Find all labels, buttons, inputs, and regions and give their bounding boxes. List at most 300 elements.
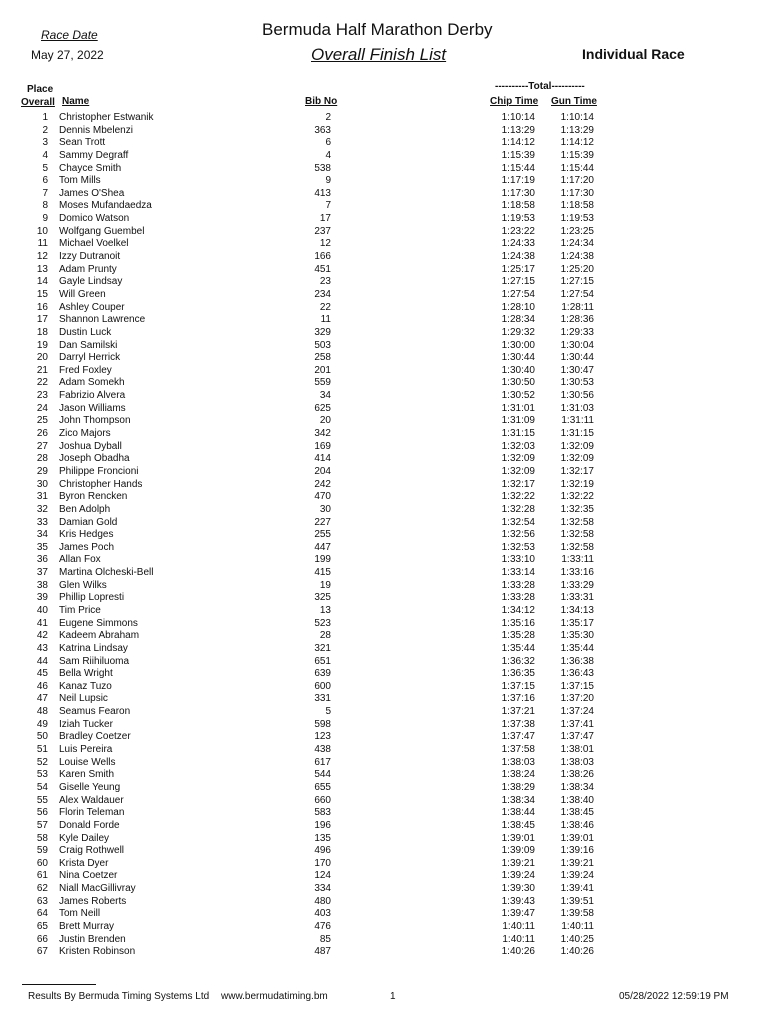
gun-time-cell: 1:38:34 xyxy=(560,781,594,793)
name-cell: Donald Forde xyxy=(59,819,120,831)
table-row xyxy=(0,795,768,808)
name-cell: Tom Neill xyxy=(59,908,101,920)
name-cell: Nina Coetzer xyxy=(59,870,118,882)
chip-time-cell: 1:30:44 xyxy=(501,352,535,364)
gun-time-cell: 1:37:41 xyxy=(560,718,594,730)
gun-time-cell: 1:37:15 xyxy=(560,680,594,692)
race-date: May 27, 2022 xyxy=(31,48,104,62)
bib-cell: 4 xyxy=(325,149,331,161)
column-header-gun-time: Gun Time xyxy=(551,96,597,107)
chip-time-cell: 1:32:17 xyxy=(501,478,535,490)
table-row xyxy=(0,908,768,921)
name-cell: Michael Voelkel xyxy=(59,238,129,250)
name-cell: Dustin Luck xyxy=(59,326,112,338)
table-row xyxy=(0,264,768,277)
place-cell: 53 xyxy=(36,769,48,781)
bib-cell: 414 xyxy=(314,453,331,465)
name-cell: Gayle Lindsay xyxy=(59,276,123,288)
table-row xyxy=(0,200,768,213)
place-cell: 29 xyxy=(36,465,48,477)
gun-time-cell: 1:38:03 xyxy=(560,756,594,768)
gun-time-cell: 1:28:36 xyxy=(560,314,594,326)
name-cell: Adam Somekh xyxy=(59,377,125,389)
gun-time-cell: 1:32:09 xyxy=(560,440,594,452)
bib-cell: 476 xyxy=(314,921,331,932)
name-cell: Christopher Hands xyxy=(59,478,143,490)
table-row xyxy=(0,845,768,858)
chip-time-cell: 1:24:38 xyxy=(501,251,535,263)
place-cell: 64 xyxy=(36,908,48,920)
table-row xyxy=(0,428,768,441)
gun-time-cell: 1:35:17 xyxy=(560,617,594,629)
name-cell: Seamus Fearon xyxy=(59,706,131,718)
chip-time-cell: 1:35:44 xyxy=(501,642,535,654)
gun-time-cell: 1:30:53 xyxy=(560,377,594,389)
table-row xyxy=(0,340,768,353)
place-cell: 10 xyxy=(36,225,48,237)
place-cell: 23 xyxy=(36,390,48,402)
gun-time-cell: 1:37:20 xyxy=(560,693,594,705)
gun-time-cell: 1:36:38 xyxy=(560,655,594,667)
chip-time-cell: 1:37:15 xyxy=(501,680,535,692)
page-title: Bermuda Half Marathon Derby xyxy=(262,20,493,39)
chip-time-cell: 1:36:32 xyxy=(501,655,535,667)
chip-time-cell: 1:27:54 xyxy=(501,288,535,300)
place-cell: 37 xyxy=(36,567,48,579)
chip-time-cell: 1:23:22 xyxy=(501,225,535,237)
name-cell: Allan Fox xyxy=(59,554,101,566)
table-row xyxy=(0,744,768,757)
name-cell: Joseph Obadha xyxy=(59,453,130,465)
chip-time-cell: 1:31:09 xyxy=(501,415,535,427)
bib-cell: 7 xyxy=(325,200,331,212)
name-cell: Krista Dyer xyxy=(59,857,109,869)
name-cell: Louise Wells xyxy=(59,756,116,768)
gun-time-cell: 1:37:24 xyxy=(560,706,594,718)
gun-time-cell: 1:23:25 xyxy=(560,225,594,237)
table-row xyxy=(0,466,768,479)
name-cell: John Thompson xyxy=(59,415,131,427)
gun-time-cell: 1:30:47 xyxy=(560,364,594,376)
place-cell: 20 xyxy=(36,352,48,364)
place-cell: 32 xyxy=(36,503,48,515)
gun-time-cell: 1:10:14 xyxy=(560,112,594,123)
place-cell: 3 xyxy=(42,137,48,149)
gun-time-cell: 1:27:15 xyxy=(560,276,594,288)
chip-time-cell: 1:33:28 xyxy=(501,579,535,591)
table-row xyxy=(0,833,768,846)
bib-cell: 523 xyxy=(314,617,331,629)
table-row xyxy=(0,769,768,782)
gun-time-cell: 1:25:20 xyxy=(560,263,594,275)
table-row xyxy=(0,731,768,744)
name-cell: Tom Mills xyxy=(59,175,101,187)
table-row xyxy=(0,238,768,251)
chip-time-cell: 1:39:09 xyxy=(501,845,535,857)
chip-time-cell: 1:39:01 xyxy=(501,832,535,844)
name-cell: Eugene Simmons xyxy=(59,617,138,629)
table-row xyxy=(0,706,768,719)
gun-time-cell: 1:15:44 xyxy=(560,162,594,174)
chip-time-cell: 1:35:16 xyxy=(501,617,535,629)
bib-cell: 451 xyxy=(314,263,331,275)
bib-cell: 234 xyxy=(314,288,331,300)
chip-time-cell: 1:33:28 xyxy=(501,592,535,604)
name-cell: Darryl Herrick xyxy=(59,352,121,364)
name-cell: Bradley Coetzer xyxy=(59,731,131,743)
chip-time-cell: 1:32:28 xyxy=(501,503,535,515)
table-row xyxy=(0,213,768,226)
name-cell: Niall MacGillivray xyxy=(59,883,136,895)
chip-time-cell: 1:39:30 xyxy=(501,883,535,895)
place-cell: 14 xyxy=(36,276,48,288)
place-cell: 38 xyxy=(36,579,48,591)
name-cell: Fred Foxley xyxy=(59,364,112,376)
name-cell: Brett Murray xyxy=(59,921,115,932)
place-cell: 16 xyxy=(36,301,48,313)
gun-time-cell: 1:24:34 xyxy=(560,238,594,250)
table-row xyxy=(0,934,768,947)
bib-cell: 321 xyxy=(314,642,331,654)
chip-time-cell: 1:38:34 xyxy=(501,794,535,806)
bib-cell: 413 xyxy=(314,187,331,199)
chip-time-cell: 1:36:35 xyxy=(501,668,535,680)
footer-url: www.bermudatiming.bm xyxy=(221,991,328,1002)
bib-cell: 538 xyxy=(314,162,331,174)
bib-cell: 135 xyxy=(314,832,331,844)
name-cell: Dennis Mbelenzi xyxy=(59,124,133,136)
place-cell: 36 xyxy=(36,554,48,566)
name-cell: Joshua Dyball xyxy=(59,440,122,452)
place-cell: 25 xyxy=(36,415,48,427)
place-cell: 4 xyxy=(42,149,48,161)
gun-time-cell: 1:38:26 xyxy=(560,769,594,781)
table-row xyxy=(0,757,768,770)
table-row xyxy=(0,226,768,239)
place-cell: 22 xyxy=(36,377,48,389)
table-row xyxy=(0,896,768,909)
place-cell: 52 xyxy=(36,756,48,768)
place-cell: 35 xyxy=(36,541,48,553)
table-row xyxy=(0,618,768,631)
place-cell: 57 xyxy=(36,819,48,831)
table-row xyxy=(0,314,768,327)
table-row xyxy=(0,504,768,517)
table-row xyxy=(0,479,768,492)
table-row xyxy=(0,112,768,125)
gun-time-cell: 1:39:21 xyxy=(560,857,594,869)
name-cell: James O'Shea xyxy=(59,187,125,199)
table-row xyxy=(0,163,768,176)
place-cell: 62 xyxy=(36,883,48,895)
chip-time-cell: 1:32:22 xyxy=(501,491,535,503)
chip-time-cell: 1:39:43 xyxy=(501,895,535,907)
table-row xyxy=(0,352,768,365)
chip-time-cell: 1:25:17 xyxy=(501,263,535,275)
gun-time-cell: 1:17:30 xyxy=(560,187,594,199)
place-cell: 55 xyxy=(36,794,48,806)
chip-time-cell: 1:27:15 xyxy=(501,276,535,288)
name-cell: Katrina Lindsay xyxy=(59,642,128,654)
bib-cell: 196 xyxy=(314,819,331,831)
bib-cell: 23 xyxy=(319,276,331,288)
name-cell: Karen Smith xyxy=(59,769,115,781)
column-header-overall: Overall xyxy=(21,97,55,108)
name-cell: Florin Teleman xyxy=(59,807,125,819)
bib-cell: 11 xyxy=(320,314,331,326)
bib-cell: 487 xyxy=(314,946,331,958)
table-row xyxy=(0,453,768,466)
table-row xyxy=(0,580,768,593)
bib-cell: 123 xyxy=(314,731,331,743)
chip-time-cell: 1:31:15 xyxy=(501,428,535,440)
chip-time-cell: 1:37:38 xyxy=(501,718,535,730)
gun-time-cell: 1:38:01 xyxy=(560,744,594,756)
gun-time-cell: 1:32:58 xyxy=(560,529,594,541)
gun-time-cell: 1:32:09 xyxy=(560,453,594,465)
bib-cell: 85 xyxy=(319,933,331,945)
chip-time-cell: 1:29:32 xyxy=(501,326,535,338)
name-cell: Giselle Yeung xyxy=(59,781,121,793)
place-cell: 65 xyxy=(36,921,48,932)
chip-time-cell: 1:14:12 xyxy=(501,137,535,149)
chip-time-cell: 1:30:00 xyxy=(501,339,535,351)
chip-time-cell: 1:30:40 xyxy=(501,364,535,376)
gun-time-cell: 1:39:51 xyxy=(560,895,594,907)
table-row xyxy=(0,415,768,428)
gun-time-cell: 1:18:58 xyxy=(560,200,594,212)
place-cell: 40 xyxy=(36,604,48,616)
bib-cell: 544 xyxy=(314,769,331,781)
table-row xyxy=(0,137,768,150)
gun-time-cell: 1:36:43 xyxy=(560,668,594,680)
chip-time-cell: 1:24:33 xyxy=(501,238,535,250)
gun-time-cell: 1:24:38 xyxy=(560,251,594,263)
table-row xyxy=(0,150,768,163)
table-row xyxy=(0,302,768,315)
place-cell: 45 xyxy=(36,668,48,680)
name-cell: Alex Waldauer xyxy=(59,794,124,806)
name-cell: Tim Price xyxy=(59,604,101,616)
name-cell: Moses Mufandaedza xyxy=(59,200,152,212)
place-cell: 56 xyxy=(36,807,48,819)
table-row xyxy=(0,188,768,201)
table-row xyxy=(0,441,768,454)
chip-time-cell: 1:30:50 xyxy=(501,377,535,389)
bib-cell: 583 xyxy=(314,807,331,819)
bib-cell: 503 xyxy=(314,339,331,351)
place-cell: 50 xyxy=(36,731,48,743)
place-cell: 12 xyxy=(36,251,48,263)
bib-cell: 334 xyxy=(314,883,331,895)
name-cell: Wolfgang Guembel xyxy=(59,225,145,237)
name-cell: James Roberts xyxy=(59,895,127,907)
place-cell: 42 xyxy=(36,630,48,642)
chip-time-cell: 1:39:24 xyxy=(501,870,535,882)
chip-time-cell: 1:33:10 xyxy=(501,554,535,566)
table-row xyxy=(0,365,768,378)
place-cell: 24 xyxy=(36,402,48,414)
name-cell: Byron Rencken xyxy=(59,491,128,503)
name-cell: Bella Wright xyxy=(59,668,113,680)
place-cell: 47 xyxy=(36,693,48,705)
footer-results-by: Results By Bermuda Timing Systems Ltd xyxy=(28,991,210,1002)
bib-cell: 2 xyxy=(325,112,331,123)
bib-cell: 342 xyxy=(314,428,331,440)
gun-time-cell: 1:33:29 xyxy=(560,579,594,591)
chip-time-cell: 1:15:39 xyxy=(501,149,535,161)
place-cell: 34 xyxy=(36,529,48,541)
name-cell: Fabrizio Alvera xyxy=(59,390,126,402)
gun-time-cell: 1:32:19 xyxy=(560,478,594,490)
name-cell: Shannon Lawrence xyxy=(59,314,146,326)
table-row xyxy=(0,289,768,302)
place-cell: 66 xyxy=(36,933,48,945)
table-row xyxy=(0,327,768,340)
chip-time-cell: 1:28:34 xyxy=(501,314,535,326)
chip-time-cell: 1:10:14 xyxy=(501,112,535,123)
bib-cell: 329 xyxy=(314,326,331,338)
gun-time-cell: 1:32:58 xyxy=(560,516,594,528)
table-row xyxy=(0,921,768,934)
bib-cell: 496 xyxy=(314,845,331,857)
place-cell: 43 xyxy=(36,642,48,654)
table-row xyxy=(0,870,768,883)
chip-time-cell: 1:32:54 xyxy=(501,516,535,528)
bib-cell: 34 xyxy=(319,390,331,402)
gun-time-cell: 1:31:11 xyxy=(561,415,594,427)
gun-time-cell: 1:13:29 xyxy=(560,124,594,136)
chip-time-cell: 1:32:53 xyxy=(501,541,535,553)
table-row xyxy=(0,605,768,618)
name-cell: Craig Rothwell xyxy=(59,845,125,857)
name-cell: Kyle Dailey xyxy=(59,832,110,844)
table-row xyxy=(0,656,768,669)
table-row xyxy=(0,820,768,833)
table-row xyxy=(0,592,768,605)
table-row xyxy=(0,491,768,504)
name-cell: Kris Hedges xyxy=(59,529,114,541)
chip-time-cell: 1:38:44 xyxy=(501,807,535,819)
chip-time-cell: 1:40:11 xyxy=(502,933,535,945)
gun-time-cell: 1:38:40 xyxy=(560,794,594,806)
place-cell: 51 xyxy=(36,744,48,756)
place-cell: 5 xyxy=(42,162,48,174)
gun-time-cell: 1:31:15 xyxy=(560,428,594,440)
bib-cell: 625 xyxy=(314,402,331,414)
name-cell: Christopher Estwanik xyxy=(59,112,154,123)
chip-time-cell: 1:32:09 xyxy=(501,465,535,477)
gun-time-cell: 1:38:45 xyxy=(560,807,594,819)
chip-time-cell: 1:31:01 xyxy=(501,402,535,414)
bib-cell: 415 xyxy=(314,567,331,579)
chip-time-cell: 1:13:29 xyxy=(501,124,535,136)
table-row xyxy=(0,858,768,871)
name-cell: Zico Majors xyxy=(59,428,111,440)
chip-time-cell: 1:37:16 xyxy=(501,693,535,705)
place-cell: 13 xyxy=(36,263,48,275)
bib-cell: 169 xyxy=(314,440,331,452)
gun-time-cell: 1:32:58 xyxy=(560,541,594,553)
place-cell: 21 xyxy=(36,364,48,376)
name-cell: James Poch xyxy=(59,541,115,553)
bib-cell: 639 xyxy=(314,668,331,680)
chip-time-cell: 1:32:56 xyxy=(501,529,535,541)
gun-time-cell: 1:35:30 xyxy=(560,630,594,642)
gun-time-cell: 1:40:25 xyxy=(560,933,594,945)
place-cell: 33 xyxy=(36,516,48,528)
chip-time-cell: 1:32:03 xyxy=(501,440,535,452)
name-cell: Jason Williams xyxy=(59,402,126,414)
gun-time-cell: 1:28:11 xyxy=(561,301,594,313)
bib-cell: 363 xyxy=(314,124,331,136)
place-cell: 46 xyxy=(36,680,48,692)
table-row xyxy=(0,175,768,188)
name-cell: Ashley Couper xyxy=(59,301,125,313)
place-cell: 59 xyxy=(36,845,48,857)
bib-cell: 242 xyxy=(314,478,331,490)
name-cell: Justin Brenden xyxy=(59,933,126,945)
bib-cell: 20 xyxy=(319,415,331,427)
bib-cell: 600 xyxy=(314,680,331,692)
name-cell: Kanaz Tuzo xyxy=(59,680,112,692)
name-cell: Glen Wilks xyxy=(59,579,107,591)
name-cell: Izzy Dutranoit xyxy=(59,251,121,263)
place-cell: 18 xyxy=(36,326,48,338)
name-cell: Domico Watson xyxy=(59,213,130,225)
bib-cell: 255 xyxy=(314,529,331,541)
name-cell: Adam Prunty xyxy=(59,263,117,275)
name-cell: Kadeem Abraham xyxy=(59,630,140,642)
chip-time-cell: 1:19:53 xyxy=(501,213,535,225)
bib-cell: 403 xyxy=(314,908,331,920)
bib-cell: 470 xyxy=(314,491,331,503)
table-row xyxy=(0,681,768,694)
place-cell: 2 xyxy=(42,124,48,136)
gun-time-cell: 1:38:46 xyxy=(560,819,594,831)
footer-page-number: 1 xyxy=(390,991,396,1002)
table-row xyxy=(0,125,768,138)
table-row xyxy=(0,403,768,416)
name-cell: Sam Riihiluoma xyxy=(59,655,130,667)
chip-time-cell: 1:39:47 xyxy=(501,908,535,920)
gun-time-cell: 1:40:26 xyxy=(560,946,594,958)
gun-time-cell: 1:39:24 xyxy=(560,870,594,882)
chip-time-cell: 1:18:58 xyxy=(501,200,535,212)
bib-cell: 5 xyxy=(325,706,331,718)
bib-cell: 30 xyxy=(319,503,331,515)
place-cell: 28 xyxy=(36,453,48,465)
chip-time-cell: 1:39:21 xyxy=(501,857,535,869)
table-row xyxy=(0,668,768,681)
chip-time-cell: 1:37:58 xyxy=(501,744,535,756)
name-cell: Sean Trott xyxy=(59,137,106,149)
chip-time-cell: 1:17:30 xyxy=(501,187,535,199)
bib-cell: 19 xyxy=(319,579,331,591)
name-cell: Iziah Tucker xyxy=(59,718,113,730)
bib-cell: 124 xyxy=(314,870,331,882)
gun-time-cell: 1:39:16 xyxy=(560,845,594,857)
place-cell: 39 xyxy=(36,592,48,604)
place-cell: 26 xyxy=(36,428,48,440)
place-cell: 7 xyxy=(42,187,48,199)
place-cell: 49 xyxy=(36,718,48,730)
name-cell: Sammy Degraff xyxy=(59,149,129,161)
gun-time-cell: 1:37:47 xyxy=(560,731,594,743)
gun-time-cell: 1:31:03 xyxy=(560,402,594,414)
gun-time-cell: 1:19:53 xyxy=(560,213,594,225)
table-row xyxy=(0,693,768,706)
